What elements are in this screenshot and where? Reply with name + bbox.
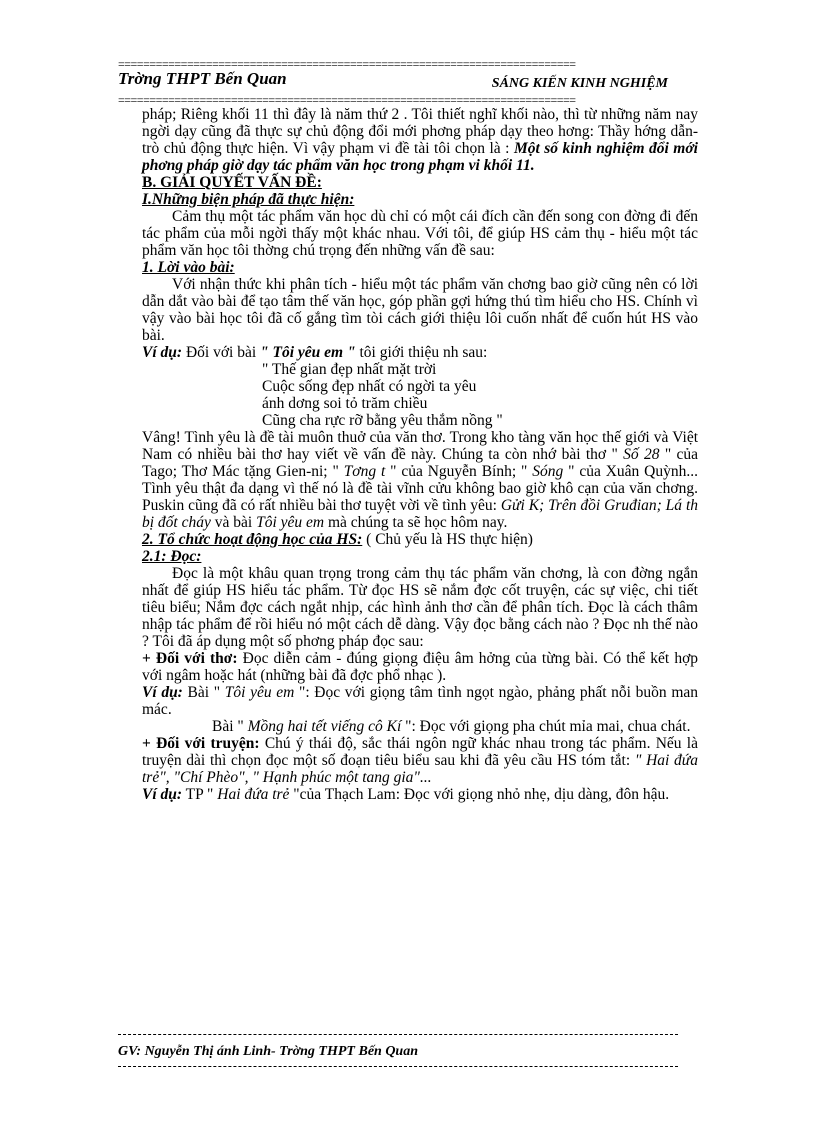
school-name: Trờng THPT Bến Quan [118,69,287,88]
paragraph-3: Với nhận thức khi phân tích - hiểu một tác phẩm văn chơng bao giờ cũng nên có lời dẫn dắt vào bài để tạo tâm thế văn học, góp phần gợi hứng thú tìm hiểu cho HS. Chính vì vậy vào bài học tôi đã cố gắng tìm tòi cách giới thiệu lôi cuốn nhất để cuốn hút HS vào bài. [142,276,698,344]
poem-line: Cũng cha rực rỡ bằng yêu thắm nồng " [262,412,503,429]
paragraph-4: Vâng! Tình yêu là đề tài muôn thuở của văn thơ. Trong kho tàng văn học thế giới và Việt Nam có nhiều bài thơ hay viết về vấn đề này. Chúng ta còn nhớ bài thơ " Số 28 " của Tago; Thơ Mác tặng Gien-ni; " Tơng t " của Nguyễn Bính; " Sóng " của Xuân Quỳnh... Tình yêu thật đa dạng vì thế nó là đề tài vĩnh cửu không bao giờ khô cạn của văn chơng. Puskin cũng đã có rất nhiều bài thơ tuyệt vời về tình yêu: Gửi K; Trên đồi Gruđian; Lá th bị đốt cháy và bài Tôi yêu em mà chúng ta sẽ học hôm nay. [142,429,699,531]
section-b-heading: B. GIẢI QUYẾT VẤN ĐỀ: [142,174,322,191]
section-1-heading: I.Những biện pháp đã thực hiện: [142,191,355,208]
footer-rule-bottom [118,1066,678,1067]
paragraph-intro: pháp; Riêng khối 11 thì đây là năm thứ 2 . Tôi thiết nghĩ khối nào, thì từ những năm nay ngời dạy cũng đã thực sự chủ động đổi mới phơng pháp dạy theo hơng: Thầy hớng dẫn- trò chủ động thực hiện. Vì vậy phạm vi đề tài tôi chọn là : Một số kinh nghiệm đổi mới phơng pháp giờ dạy tác phẩm văn học trong phạm vi khối 11. [142,106,698,174]
footer-rule-top [118,1034,678,1035]
paragraph-2: Cảm thụ một tác phẩm văn học dù chỉ có một cái đích cần đến song con đờng đi đến tác phẩm của mỗi ngời thấy một khác nhau. Với tôi, để giúp HS cảm thụ - hiểu một tác phẩm văn học tôi thờng chú trọng đến những vấn đề sau: [142,208,698,259]
document-body [142,106,698,803]
example-3: Bài " Mồng hai tết viếng cô Kí ": Đọc với giọng pha chút mỉa mai, chua chát. [212,718,691,735]
example-1: Ví dụ: Đối với bài " Tôi yêu em " tôi giới thiệu nh sau: [142,344,488,361]
example-2: Ví dụ: Bài " Tôi yêu em ": Đọc với giọng tâm tình ngọt ngào, phảng phất nỗi buồn man mác. [142,684,698,718]
header-rule-bottom: ========================================================================= [118,96,576,104]
subsection-2-heading: 2. Tổ chức hoạt động học của HS: ( Chủ yếu là HS thực hiện) [142,531,533,548]
paragraph-5: Đọc là một khâu quan trọng trong cảm thụ tác phẩm văn chơng, là con đờng ngắn nhất để giúp HS hiểu tác phẩm. Từ đọc HS sẽ nắm đợc cốt truyện, các sự việc, chi tiết tiêu biểu; Nắm đợc cách ngắt nhịp, các hình ảnh thơ cần để phân tích. Đọc là cách thâm nhập tác phẩm để rồi hiểu nó một cách dễ dàng. Vậy đọc bằng cách nào ? Đọc nh thế nào ? Tôi đã áp dụng một số phơng pháp đọc sau: [142,565,698,650]
poem-line: ánh dơng soi tỏ trăm chiều [262,395,428,412]
footer-author: GV: Nguyễn Thị ánh Linh- Trờng THPT Bến Quan [118,1044,419,1059]
example-4: Ví dụ: TP " Hai đứa trẻ "của Thạch Lam: Đọc với giọng nhỏ nhẹ, dịu dàng, đôn hậu. [142,786,670,803]
subsection-2-1-heading: 2.1: Đọc: [142,548,202,565]
document-title: SÁNG KIẾN KINH NGHIỆM [491,76,668,91]
paragraph-6: + Đối với thơ: Đọc diễn cảm - đúng giọng điệu âm hởng của từng bài. Có thể kết hợp với ngâm hoặc hát (những bài đã đợc phổ nhạc ). [142,650,699,684]
subsection-1-heading: 1. Lời vào bài: [142,259,235,276]
paragraph-7: + Đối với truyện: Chú ý thái độ, sắc thái ngôn ngữ khác nhau trong tác phẩm. Nếu là truyện dài thì chọn đọc một số đoạn tiêu biểu sau khi đã yêu cầu HS tóm tắt: " Hai đứa trẻ", "Chí Phèo", " Hạnh phúc một tang gia"... [142,735,698,786]
poem-line: Cuộc sống đẹp nhất có ngời ta yêu [262,378,477,395]
poem-line: " Thế gian đẹp nhất mặt trời [262,361,437,378]
header-rule-top: ========================================================================= [118,60,576,68]
